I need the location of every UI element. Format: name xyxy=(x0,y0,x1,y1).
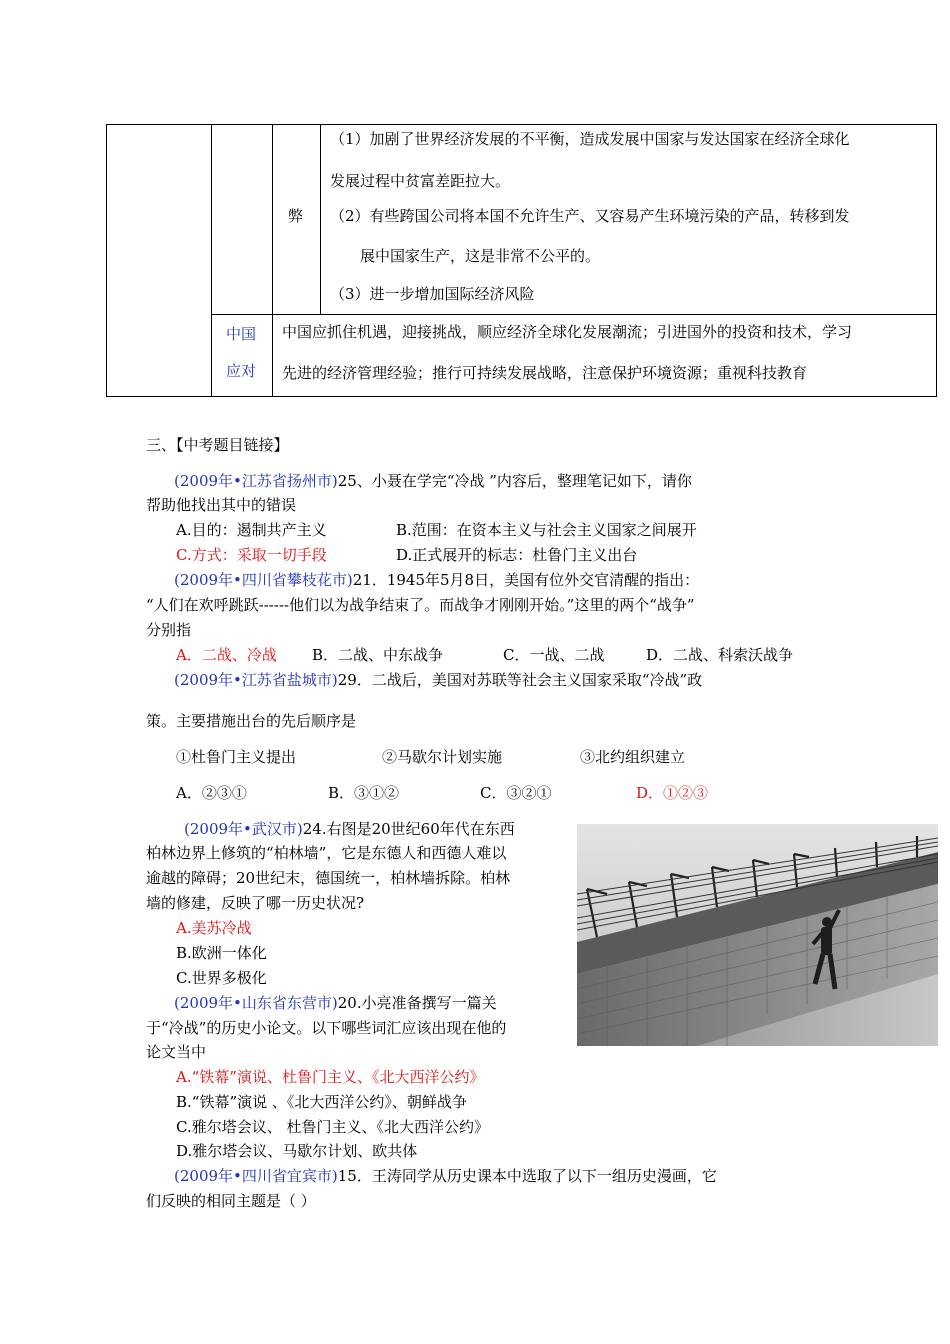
question-stem: 逾越的障碍；20世纪末，德国统一，柏林墙拆除。柏林 xyxy=(146,869,511,887)
option-c: C.世界多极化 xyxy=(176,969,267,987)
question-source: (2009年•四川省攀枝花市) xyxy=(174,571,353,589)
option-a: A.目的：遏制共产主义 xyxy=(176,521,327,539)
bi-line-5: （3）进一步增加国际经济风险 xyxy=(330,285,535,303)
question-stem: 于“冷战”的历史小论文。以下哪些词汇应该出现在他的 xyxy=(146,1019,507,1037)
option-b: B.范围：在资本主义与社会主义国家之间展开 xyxy=(396,521,697,539)
berlin-wall-photo xyxy=(577,824,938,1046)
option-a-answer: A．二战、冷战 xyxy=(176,646,277,664)
option-d-answer: D．①②③ xyxy=(636,784,709,802)
question-stem: 们反映的相同主题是（ ） xyxy=(146,1192,316,1210)
section-title: 三、【中考题目链接】 xyxy=(146,436,289,454)
question-stem: 帮助他找出其中的错误 xyxy=(146,496,297,514)
question-source: (2009年•山东省东营市) xyxy=(174,994,338,1012)
label-china-2: 应对 xyxy=(226,362,257,380)
item-2: ②马歇尔计划实施 xyxy=(382,748,503,766)
question-source: (2009年•四川省宜宾市) xyxy=(174,1167,338,1185)
china-line-2: 先进的经济管理经验；推行可持续发展战略，注意保护环境资源；重视科技教育 xyxy=(282,364,808,382)
option-a: A．②③① xyxy=(176,784,247,802)
option-b: B.欧洲一体化 xyxy=(176,944,267,962)
option-c: C．③②① xyxy=(480,784,552,802)
question-stem: 墙的修建，反映了哪一历史状况? xyxy=(146,894,365,912)
question-stem: 策。主要措施出台的先后顺序是 xyxy=(146,712,357,730)
question-stem: 分别指 xyxy=(146,621,192,639)
china-line-1: 中国应抓住机遇，迎接挑战，顺应经济全球化发展潮流；引进国外的投资和技术，学习 xyxy=(282,323,853,341)
question-source: (2009年•武汉市) xyxy=(184,820,303,838)
question-stem: 29．二战后，美国对苏联等社会主义国家采取“冷战”政 xyxy=(337,671,703,689)
label-china-1: 中国 xyxy=(226,325,257,343)
option-c-answer: C.方式：采取一切手段 xyxy=(176,546,327,564)
question-source: (2009年•江苏省盐城市) xyxy=(174,671,338,689)
bi-line-3: （2）有些跨国公司将本国不允许生产、又容易产生环境污染的产品，转移到发 xyxy=(330,207,850,225)
question-stem: “人们在欢呼跳跃------他们以为战争结束了。而战争才刚刚开始。”这里的两个“战争” xyxy=(146,596,695,614)
option-c: C．一战、二战 xyxy=(503,646,605,664)
question-stem: 21．1945年5月8日，美国有位外交官清醒的指出： xyxy=(352,571,700,589)
option-a-answer: A.“铁幕”演说、杜鲁门主义、《北大西洋公约》 xyxy=(176,1068,485,1086)
label-bi: 弊 xyxy=(288,207,304,225)
bi-line-4: 展中国家生产，这是非常不公平的。 xyxy=(360,247,601,265)
bi-line-1: （1）加剧了世界经济发展的不平衡，造成发展中国家与发达国家在经济全球化 xyxy=(330,130,850,148)
question-stem: 24.右图是20世纪60年代在东西 xyxy=(302,820,515,838)
question-source: (2009年•江苏省扬州市) xyxy=(174,472,338,490)
option-d: D.雅尔塔会议、马歇尔计划、欧共体 xyxy=(176,1142,418,1160)
question-stem: 柏林边界上修筑的“柏林墙”，它是东德人和西德人难以 xyxy=(146,844,507,862)
question-stem: 论文当中 xyxy=(146,1043,207,1061)
option-d: D.正式展开的标志：杜鲁门主义出台 xyxy=(396,546,638,564)
question-stem: 20.小亮准备撰写一篇关 xyxy=(337,994,497,1012)
item-1: ①杜鲁门主义提出 xyxy=(176,748,297,766)
question-stem: 25、小聂在学完“冷战 ”内容后，整理笔记如下，请你 xyxy=(337,472,692,490)
option-a-answer: A.美苏冷战 xyxy=(176,919,252,937)
item-3: ③北约组织建立 xyxy=(580,748,686,766)
question-stem: 15．王涛同学从历史课本中选取了以下一组历史漫画，它 xyxy=(337,1167,717,1185)
bi-line-2: 发展过程中贫富差距拉大。 xyxy=(330,172,511,190)
option-b: B．③①② xyxy=(328,784,400,802)
option-b: B．二战、中东战争 xyxy=(312,646,444,664)
option-d: D．二战、科索沃战争 xyxy=(646,646,794,664)
option-c: C.雅尔塔会议、 杜鲁门主义、《北大西洋公约》 xyxy=(176,1118,489,1136)
option-b: B.“铁幕”演说 、《北大西洋公约》、朝鲜战争 xyxy=(176,1093,467,1111)
